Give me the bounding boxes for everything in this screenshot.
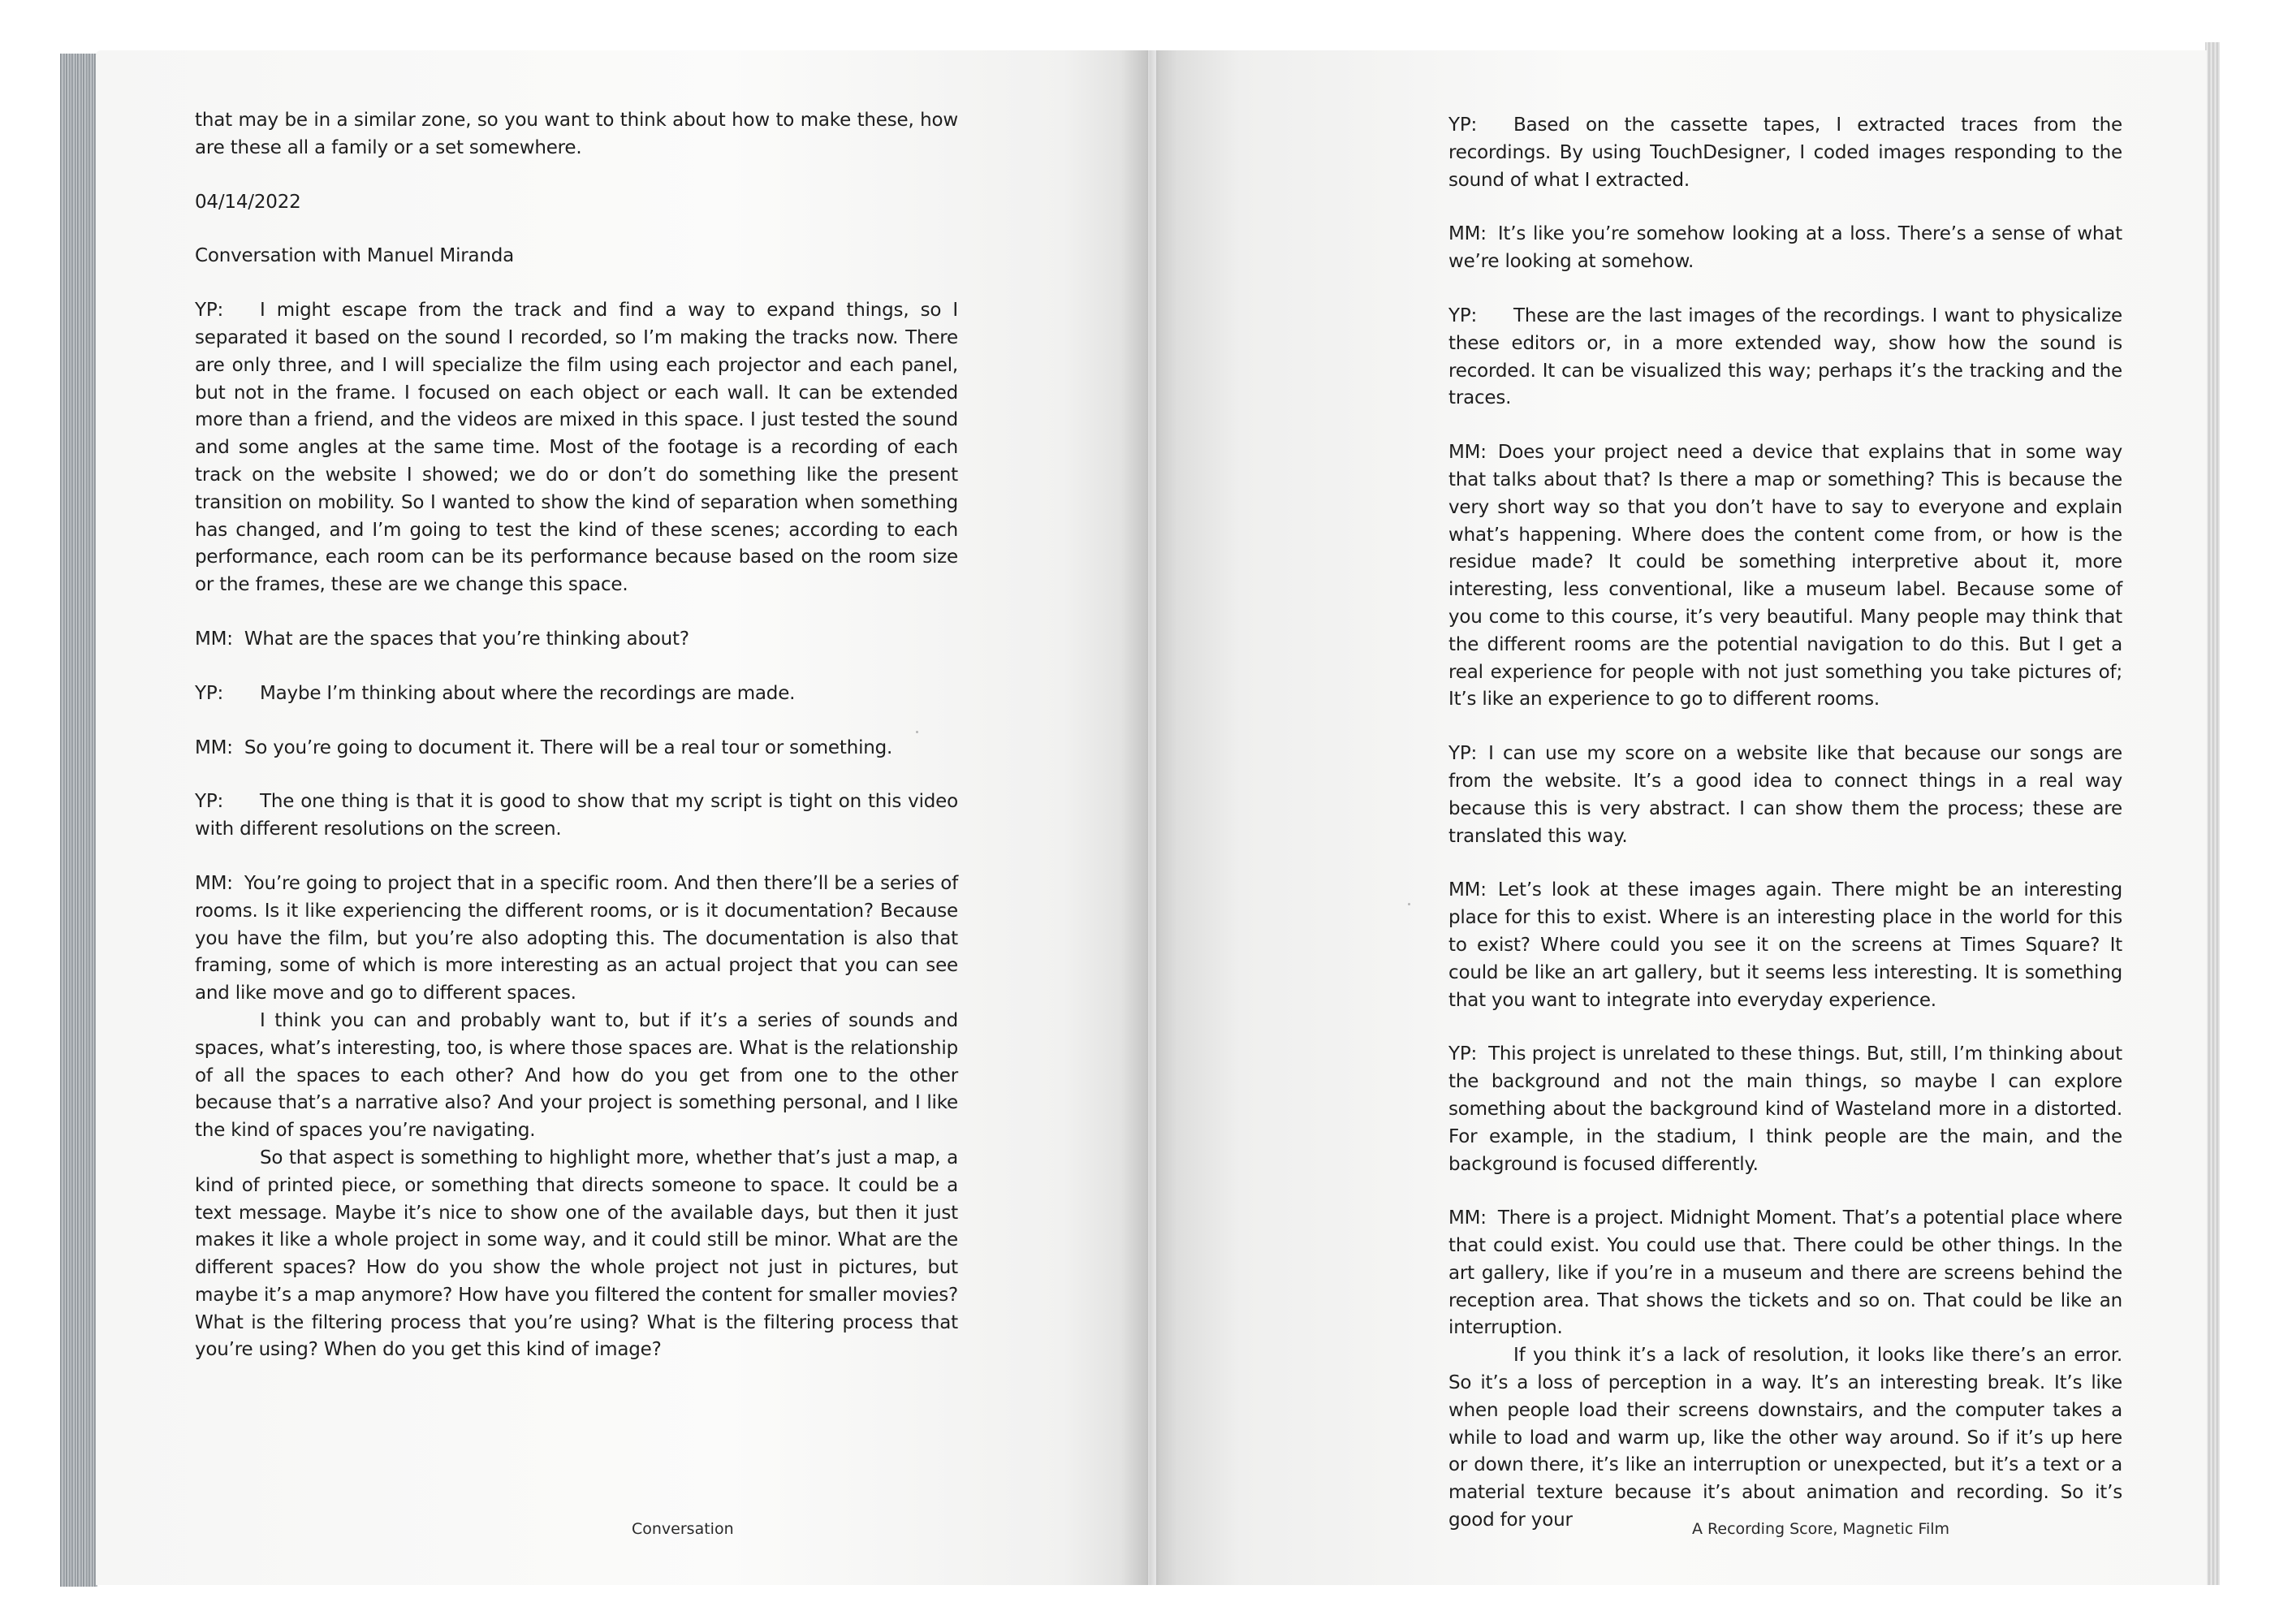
continued-paragraph: If you think it’s a lack of resolution, it looks like there’s an error. So it’s a loss of perception in a way. It’s an interesting break. It’s like when people load their screens downstairs, and the computer takes a while to load and warm up, like the other way around. So if it’s up here or down there, it’s like an interruption or unexpected, but it’s a text or a material texture because it’s about animation and recording. So it’s good for your <box>1448 1345 2122 1531</box>
speaker-label: YP: <box>1448 743 1478 765</box>
right-page <box>1156 50 2207 1585</box>
dialogue-text: Maybe I’m thinking about where the recordings are made. <box>260 682 796 704</box>
speaker-label: YP: <box>1448 114 1478 136</box>
dialogue-text: Does your project need a device that explains that in some way that talks about that? Is there a map or something? This is because the very short way so that you don’t have to say to everyone and explain what’s happening. Where does the content come from, or how is the residue made? It could be something interpretive about it, more interesting, less conventional, like a museum label. Because some of you come to this course, it’s very beautiful. Many people may think that the different rooms are the potential navigation to do this. But I get a real experience for people with not just something you take pictures of; It’s like an experience to go to different rooms. <box>1448 442 2122 710</box>
dialogue-entry <box>1448 1205 2122 1342</box>
conversation-date: 04/14/2022 <box>195 191 301 213</box>
speaker-label: MM: <box>195 628 233 650</box>
dialogue-entry <box>1448 1041 2122 1178</box>
speaker-label: MM: <box>1448 223 1487 245</box>
dialogue-entry <box>1448 741 2122 850</box>
dialogue-text: So you’re going to document it. There will be a real tour or something. <box>244 736 893 758</box>
speaker-label: YP: <box>1448 1043 1478 1065</box>
dialogue-entry <box>1448 112 2122 194</box>
dialogue-entry <box>195 297 958 599</box>
dialogue-text: You’re going to project that in a specific room. And then there’ll be a series of rooms. Is it like experiencing the different rooms, or is it documentation? Because you have the film, but you’re also adopting this. The documentation is also that framing, some of which is more interesting as an actual project that you can see and like move and go to different spaces. <box>195 872 958 1004</box>
dialogue-entry <box>1448 303 2122 412</box>
speaker-label: YP: <box>195 682 224 704</box>
dialogue-entry <box>195 626 958 654</box>
left-text-column <box>195 107 958 1364</box>
dialogue-text: This project is unrelated to these things. But, still, I’m thinking about the background and not the main things, so maybe I can explore something about the background kind of Wasteland more in a distorted. For example, in the stadium, I think people are the main, and the background is focused differently. <box>1448 1043 2122 1175</box>
page-stack-edge-right <box>2205 42 2220 1585</box>
dialogue-entry <box>195 788 958 844</box>
left-page <box>96 50 1148 1585</box>
speaker-label: MM: <box>195 872 233 894</box>
speaker-label: YP: <box>195 791 224 813</box>
paper-speck <box>1408 903 1410 905</box>
dialogue-text: I might escape from the track and find a way to expand things, so I separated it based on the sound I recorded, so I’m making the tracks now. There are only three, and I will specialize the film using each projector and each panel, but not in the frame. I focused on each object or each wall. It can be extended more than a friend, and the videos are mixed in this space. I just tested the sound and some angles at the same time. Most of the footage is a recording of each track on the website I showed; we do or don’t do something like the present transition on mobility. So I wanted to show the kind of separation when something has changed, and I’m going to test the kind of these scenes; according to each performance, each room can be its performance because based on the room size or the frames, these are we change this space. <box>195 300 958 596</box>
speaker-label: MM: <box>1448 442 1487 464</box>
dialogue-entry <box>1448 221 2122 276</box>
dialogue-entry <box>195 870 958 1008</box>
dialogue-text: Let’s look at these images again. There might be an interesting place for this to exist. Where is an interesting place in the world for this to exist? Where could you see it on the screens at Times Square? It could be like an art gallery, but it seems less interesting. It is something that you want to integrate into everyday experience. <box>1448 879 2122 1011</box>
dialogue-text: Based on the cassette tapes, I extracted traces from the recordings. By using TouchDesigner, I coded images responding to the sound of what I extracted. <box>1448 114 2122 191</box>
right-page-footer: A Recording Score, Magnetic Film <box>1692 1520 1950 1538</box>
conversation-subtitle: Conversation with Manuel Miranda <box>195 245 515 267</box>
dialogue-entry <box>1448 439 2122 714</box>
intro-paragraph: that may be in a similar zone, so you want to think about how to make these, how are these all a family or a set somewhere. <box>195 110 958 158</box>
dialogue-text: I can use my score on a website like that because our songs are from the website. It’s a good idea to connect things in a real way because this is very abstract. I can show them the process; these are translated this way. <box>1448 743 2122 847</box>
left-page-footer: Conversation <box>632 1520 734 1538</box>
page-stack-edge-left <box>60 54 97 1587</box>
continued-paragraph: So that aspect is something to highlight more, whether that’s just a map, a kind of printed piece, or something that directs someone to space. It could be a text message. Maybe it’s nice to show one of the available days, but then it just makes it like a whole project in some way, and it could still be minor. What are the different spaces? How do you show the whole project not just in pictures, but maybe it’s a map anymore? How have you filtered the content for smaller movies? What is the filtering process that you’re using? What is the filtering process that you’re using? When do you get this kind of image? <box>195 1147 958 1361</box>
speaker-label: YP: <box>1448 304 1478 326</box>
right-text-column <box>1448 112 2122 1535</box>
dialogue-text: There is a project. Midnight Moment. That’s a potential place where that could exist. You could use that. There could be other things. In the art gallery, like if you’re in a museum and there are screens behind the reception area. That shows the tickets and so on. That could be like an interruption. <box>1448 1207 2122 1339</box>
dialogue-text: It’s like you’re somehow looking at a loss. There’s a sense of what we’re looking at somehow. <box>1448 223 2122 273</box>
paper-speck <box>916 731 918 733</box>
speaker-label: MM: <box>1448 879 1487 901</box>
dialogue-text: The one thing is that it is good to show that my script is tight on this video with different resolutions on the screen. <box>195 791 958 840</box>
book-gutter-shadow <box>1120 50 1177 1585</box>
dialogue-text: These are the last images of the recordings. I want to physicalize these editors or, in a more extended way, show how the sound is recorded. It can be visualized this way; perhaps it’s the tracking and the traces. <box>1448 304 2122 409</box>
dialogue-text: What are the spaces that you’re thinking about? <box>244 628 689 650</box>
dialogue-entry <box>1448 877 2122 1014</box>
continued-paragraph: I think you can and probably want to, but if it’s a series of sounds and spaces, what’s interesting, too, is where those spaces are. What is the relationship of all the spaces to each other? And how do you get from one to the other because that’s a narrative also? And your project is something personal, and I like the kind of spaces you’re navigating. <box>195 1009 958 1142</box>
dialogue-entry <box>195 735 958 762</box>
speaker-label: YP: <box>195 300 224 322</box>
speaker-label: MM: <box>195 736 233 758</box>
speaker-label: MM: <box>1448 1207 1487 1229</box>
dialogue-entry <box>195 680 958 708</box>
